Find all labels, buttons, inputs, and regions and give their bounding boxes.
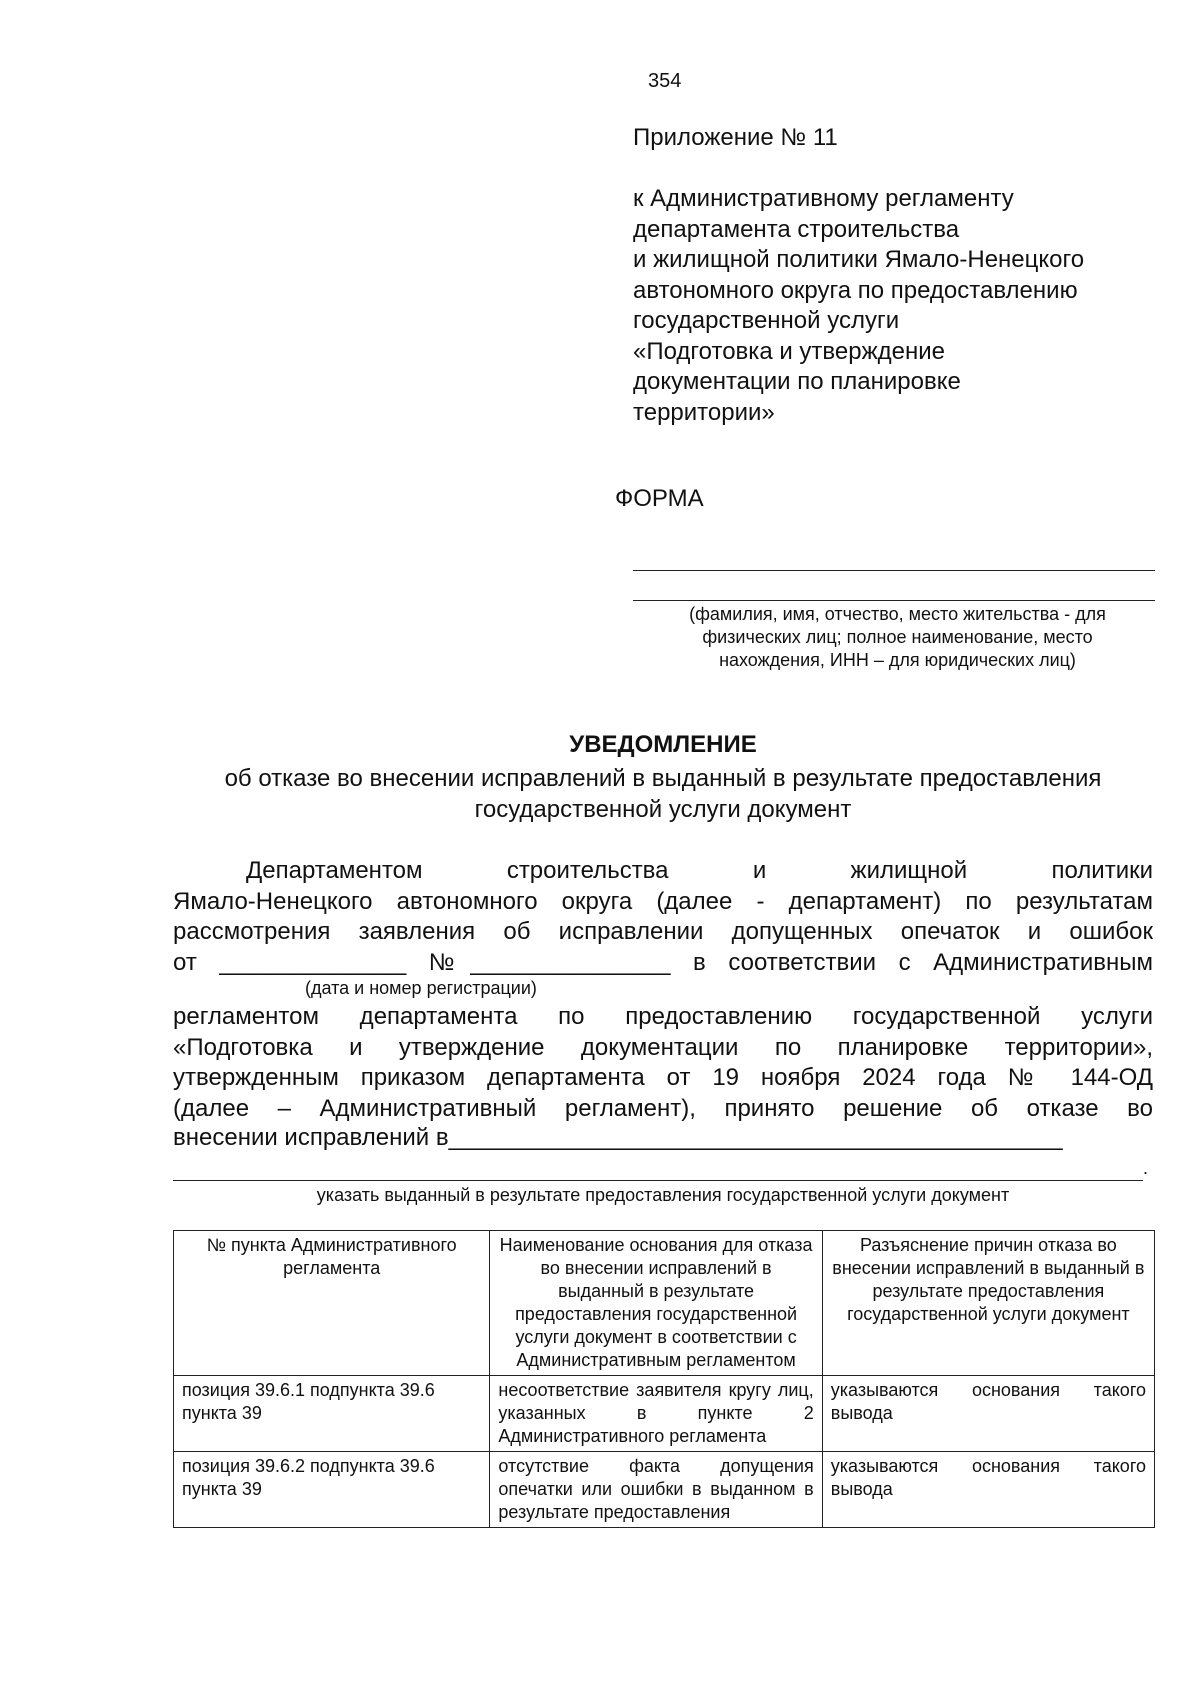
notice-title: УВЕДОМЛЕНИЕ (569, 731, 757, 758)
notice-subtitle (173, 763, 1153, 825)
paragraph-line: утвержденным приказом департамента от 19 ноября 2024 года № 144-ОД (173, 1064, 1153, 1091)
trailing-dot: . (1143, 1158, 1149, 1178)
paragraph-line: от ______________ №_______________ в соответствии с Административным (173, 948, 1153, 976)
appendix-line: документации по планировке (633, 368, 961, 395)
document-blank-line (173, 1180, 1143, 1181)
table-cell: отсутствие факта допущения опечатки или ошибки в выданном в результате предоставления (490, 1452, 822, 1528)
table-cell: позиция 39.6.1 подпункта 39.6 пункта 39 (174, 1376, 490, 1452)
paragraph-line: (далее – Административный регламент), принято решение об отказе во (173, 1094, 1153, 1122)
table-row (174, 1376, 1155, 1452)
recipient-blank-line-2 (633, 600, 1155, 601)
appendix-line: государственной услуги (633, 307, 900, 334)
appendix-line: автономного округа по предоставлению (633, 276, 1078, 304)
appendix-line: к Административному регламенту (633, 185, 1014, 212)
header-cell-item-number: № пункта Административного регламента (174, 1231, 490, 1376)
appendix-line: и жилищной политики Ямало-Ненецкого (633, 246, 1085, 273)
form-label: ФОРМА (615, 485, 704, 512)
decision-paragraph-2 (173, 1002, 1153, 1124)
appendix-reference (633, 184, 1153, 428)
appendix-line: территории» (633, 398, 775, 426)
paragraph-line: Департаментом строительства и жилищной политики (246, 857, 1153, 884)
header-cell-reason-name: Наименование основания для отказа во внесении исправлений в выданный в результате предоставления государственной услуги документ в соответствии с Административным регламентом (490, 1231, 822, 1376)
table-row (174, 1452, 1155, 1528)
table-cell: позиция 39.6.2 подпункта 39.6 пункта 39 (174, 1452, 490, 1528)
table-cell: указываются основания такого вывода (822, 1452, 1154, 1528)
notice-subtitle-line: государственной услуги документ (474, 796, 852, 823)
table-cell: несоответствие заявителя кругу лиц, указанных в пункте 2 Административного регламента (490, 1376, 822, 1452)
header-cell-explanation: Разъяснение причин отказа во внесении исправлений в выданный в результате предоставления государственной услуги документ (822, 1231, 1154, 1376)
paragraph-line: «Подготовка и утверждение документации по планировке территории», (173, 1033, 1153, 1061)
appendix-line: департамента строительства (633, 215, 960, 243)
date-number-caption: (дата и номер регистрации) (305, 978, 537, 998)
table-header-row (174, 1231, 1155, 1376)
paragraph-line: регламентом департамента по предоставлению государственной услуги (173, 1003, 1153, 1030)
appendix-title: Приложение № 11 (633, 124, 838, 151)
refusal-reasons-table (173, 1230, 1155, 1528)
decision-paragraph-1 (173, 856, 1153, 978)
recipient-caption-line: (фамилия, имя, отчество, место жительства - для (689, 604, 1106, 624)
paragraph-line: рассмотрения заявления об исправлении допущенных опечаток и ошибок (173, 918, 1153, 945)
recipient-caption (640, 603, 1155, 672)
recipient-blank-line-1 (633, 570, 1155, 571)
paragraph-line: Ямало-Ненецкого автономного округа (далее - департамент) по результатам (173, 887, 1153, 915)
page-number: 354 (648, 70, 682, 92)
recipient-caption-line: нахождения, ИНН – для юридических лиц) (719, 650, 1076, 670)
appendix-line: «Подготовка и утверждение (633, 337, 945, 365)
recipient-caption-line: физических лиц; полное наименование, место (702, 627, 1093, 647)
notice-subtitle-line: об отказе во внесении исправлений в выданный в результате предоставления (224, 765, 1102, 792)
document-caption: указать выданный в результате предоставления государственной услуги документ (316, 1185, 1010, 1205)
paragraph-last-line: внесении исправлений в______________________________________________ (173, 1124, 1063, 1151)
table-cell: указываются основания такого вывода (822, 1376, 1154, 1452)
